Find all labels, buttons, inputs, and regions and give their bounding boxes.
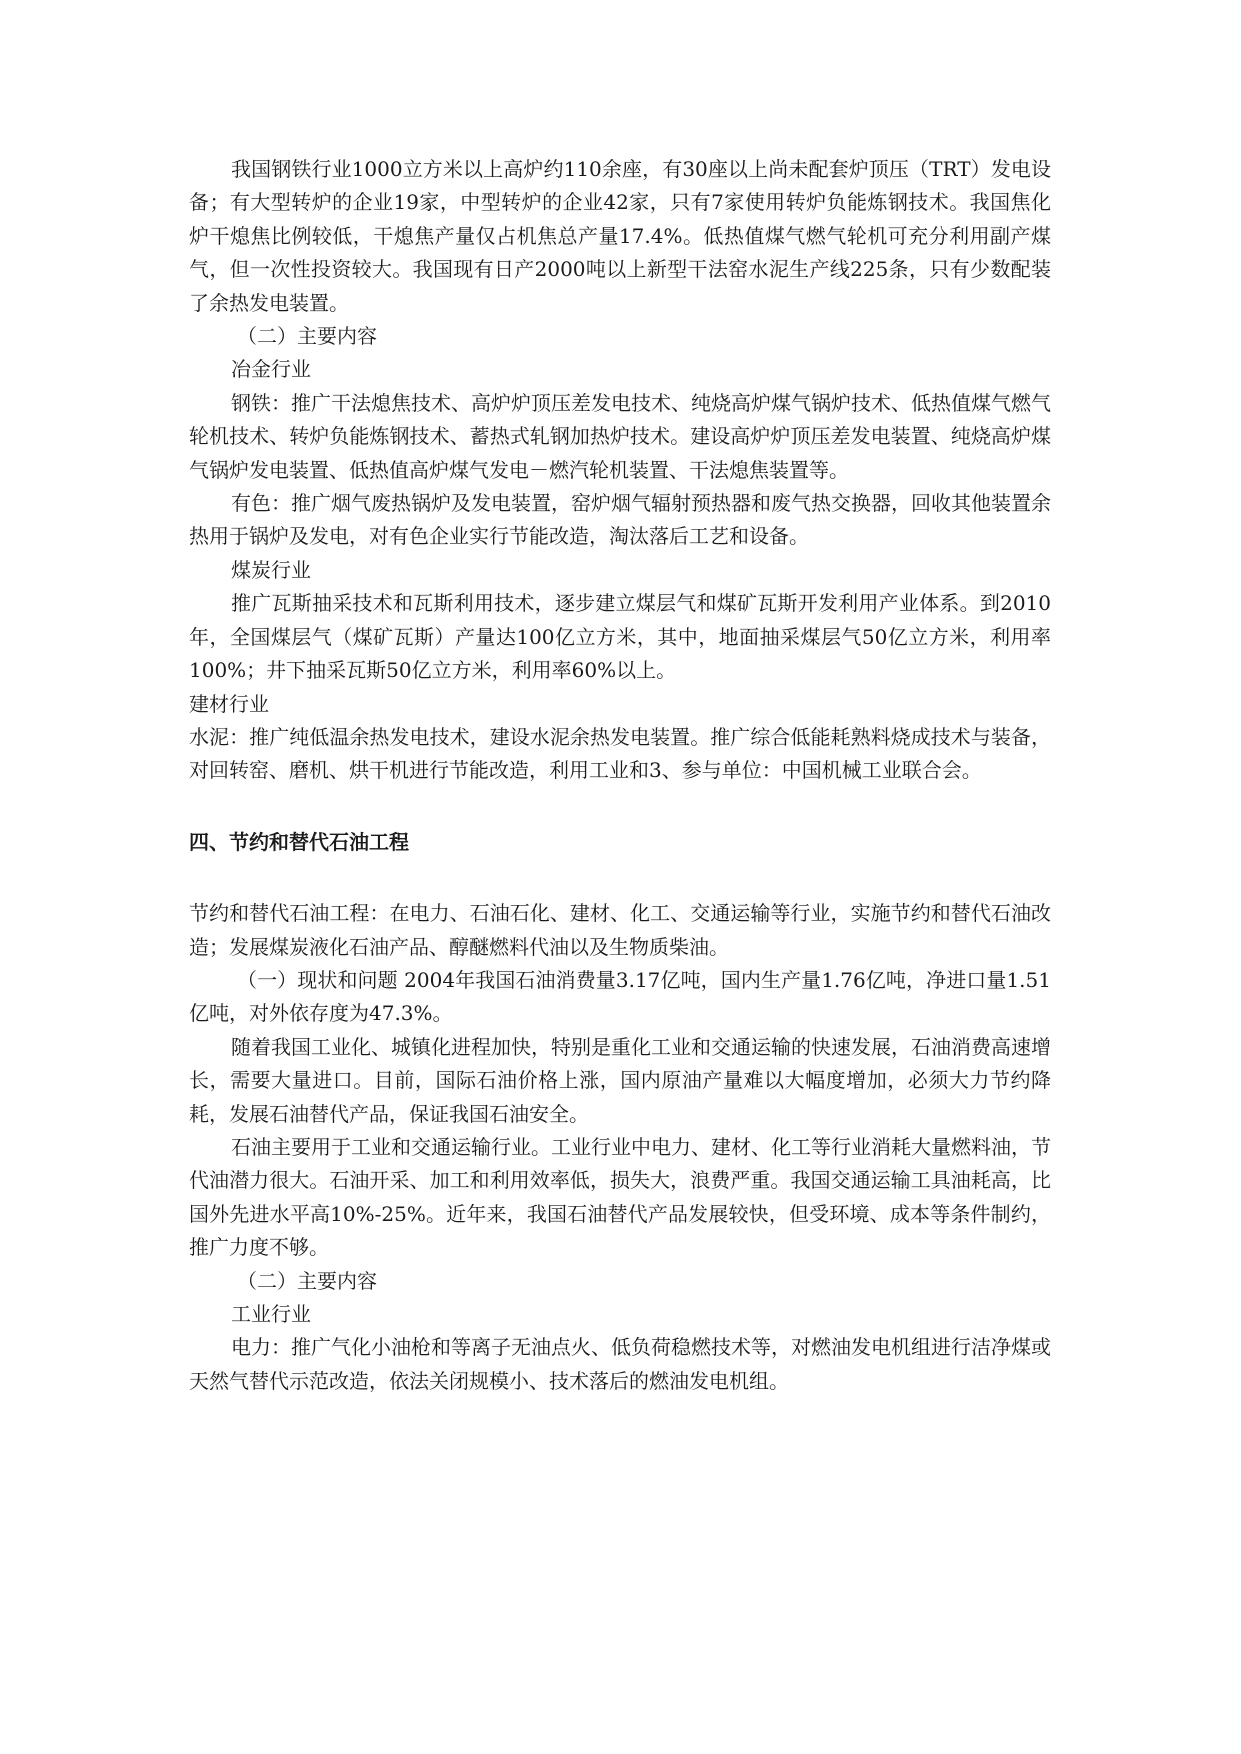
- paragraph-coal-gas: 推广瓦斯抽采技术和瓦斯利用技术，逐步建立煤层气和煤矿瓦斯开发利用产业体系。到2010年，全国煤层气（煤矿瓦斯）产量达100亿立方米，其中，地面抽采煤层气50亿立方米，利用率100%；井下抽采瓦斯50亿立方米，利用率60%以上。: [189, 591, 1051, 683]
- subheading-industry: 工业行业: [231, 1302, 311, 1326]
- subheading-building-materials: 建材行业: [189, 691, 269, 716]
- paragraph-oil-status: （一）现状和问题 2004年我国石油消费量3.17亿吨，国内生产量1.76亿吨，净进口量1.51亿吨，对外依存度为47.3%。: [189, 967, 1051, 1026]
- paragraph-oil-saving-intro: 节约和替代石油工程：在电力、石油石化、建材、化工、交通运输等行业，实施节约和替代石油改造；发展煤炭液化石油产品、醇醚燃料代油以及生物质柴油。: [189, 901, 1051, 959]
- subheading-main-content: （二）主要内容: [237, 324, 377, 349]
- subheading-coal: 煤炭行业: [231, 557, 311, 582]
- subheading-metallurgy: 冶金行业: [231, 357, 311, 382]
- paragraph-oil-demand: 随着我国工业化、城镇化进程加快，特别是重化工业和交通运输的快速发展，石油消费高速增长，需要大量进口。目前，国际石油价格上涨，国内原油产量难以大幅度增加，必须大力节约降耗，发展石油替代产品，保证我国石油安全。: [189, 1034, 1051, 1126]
- paragraph-cement: 水泥：推广纯低温余热发电技术，建设水泥余热发电装置。推广综合低能耗熟料烧成技术与装备，对回转窑、磨机、烘干机进行节能改造，利用工业和3、参与单位：中国机械工业联合会。: [189, 724, 1051, 783]
- paragraph-oil-usage: 石油主要用于工业和交通运输行业。工业行业中电力、建材、化工等行业消耗大量燃料油，节代油潜力很大。石油开采、加工和利用效率低，损失大，浪费严重。我国交通运输工具油耗高，比国外先进水平高10%-25%。近年来，我国石油替代产品发展较快，但受环境、成本等条件制约，推广力度不够。: [189, 1134, 1051, 1260]
- spacer: [189, 859, 1051, 897]
- section-heading-oil-saving: 四、节约和替代石油工程: [189, 829, 409, 854]
- paragraph-nonferrous: 有色：推广烟气废热锅炉及发电装置，窑炉烟气辐射预热器和废气热交换器，回收其他装置余热用于锅炉及发电，对有色企业实行节能改造，淘汰落后工艺和设备。: [189, 491, 1051, 549]
- subheading-main-content-2: （二）主要内容: [237, 1268, 377, 1293]
- document-body: [189, 153, 1051, 1398]
- paragraph-power: 电力：推广气化小油枪和等离子无油点火、低负荷稳燃技术等，对燃油发电机组进行洁净煤或天然气替代示范改造，依法关闭规模小、技术落后的燃油发电机组。: [189, 1335, 1051, 1393]
- paragraph-steel-measures: 钢铁：推广干法熄焦技术、高炉炉顶压差发电技术、纯烧高炉煤气锅炉技术、低热值煤气燃气轮机技术、转炉负能炼钢技术、蓄热式轧钢加热炉技术。建设高炉炉顶压差发电装置、纯烧高炉煤气锅炉发电装置、低热值高炉煤气发电－燃汽轮机装置、干法熄焦装置等。: [189, 390, 1051, 482]
- spacer: [189, 788, 1051, 826]
- paragraph-steel-status: 我国钢铁行业1000立方米以上高炉约110余座，有30座以上尚未配套炉顶压（TRT）发电设备；有大型转炉的企业19家，中型转炉的企业42家，只有7家使用转炉负能炼钢技术。我国焦化炉干熄焦比例较低，干熄焦产量仅占机焦总产量17.4%。低热值煤气燃气轮机可充分利用副产煤气，但一次性投资较大。我国现有日产2000吨以上新型干法窑水泥生产线225条，只有少数配装了余热发电装置。: [189, 157, 1051, 315]
